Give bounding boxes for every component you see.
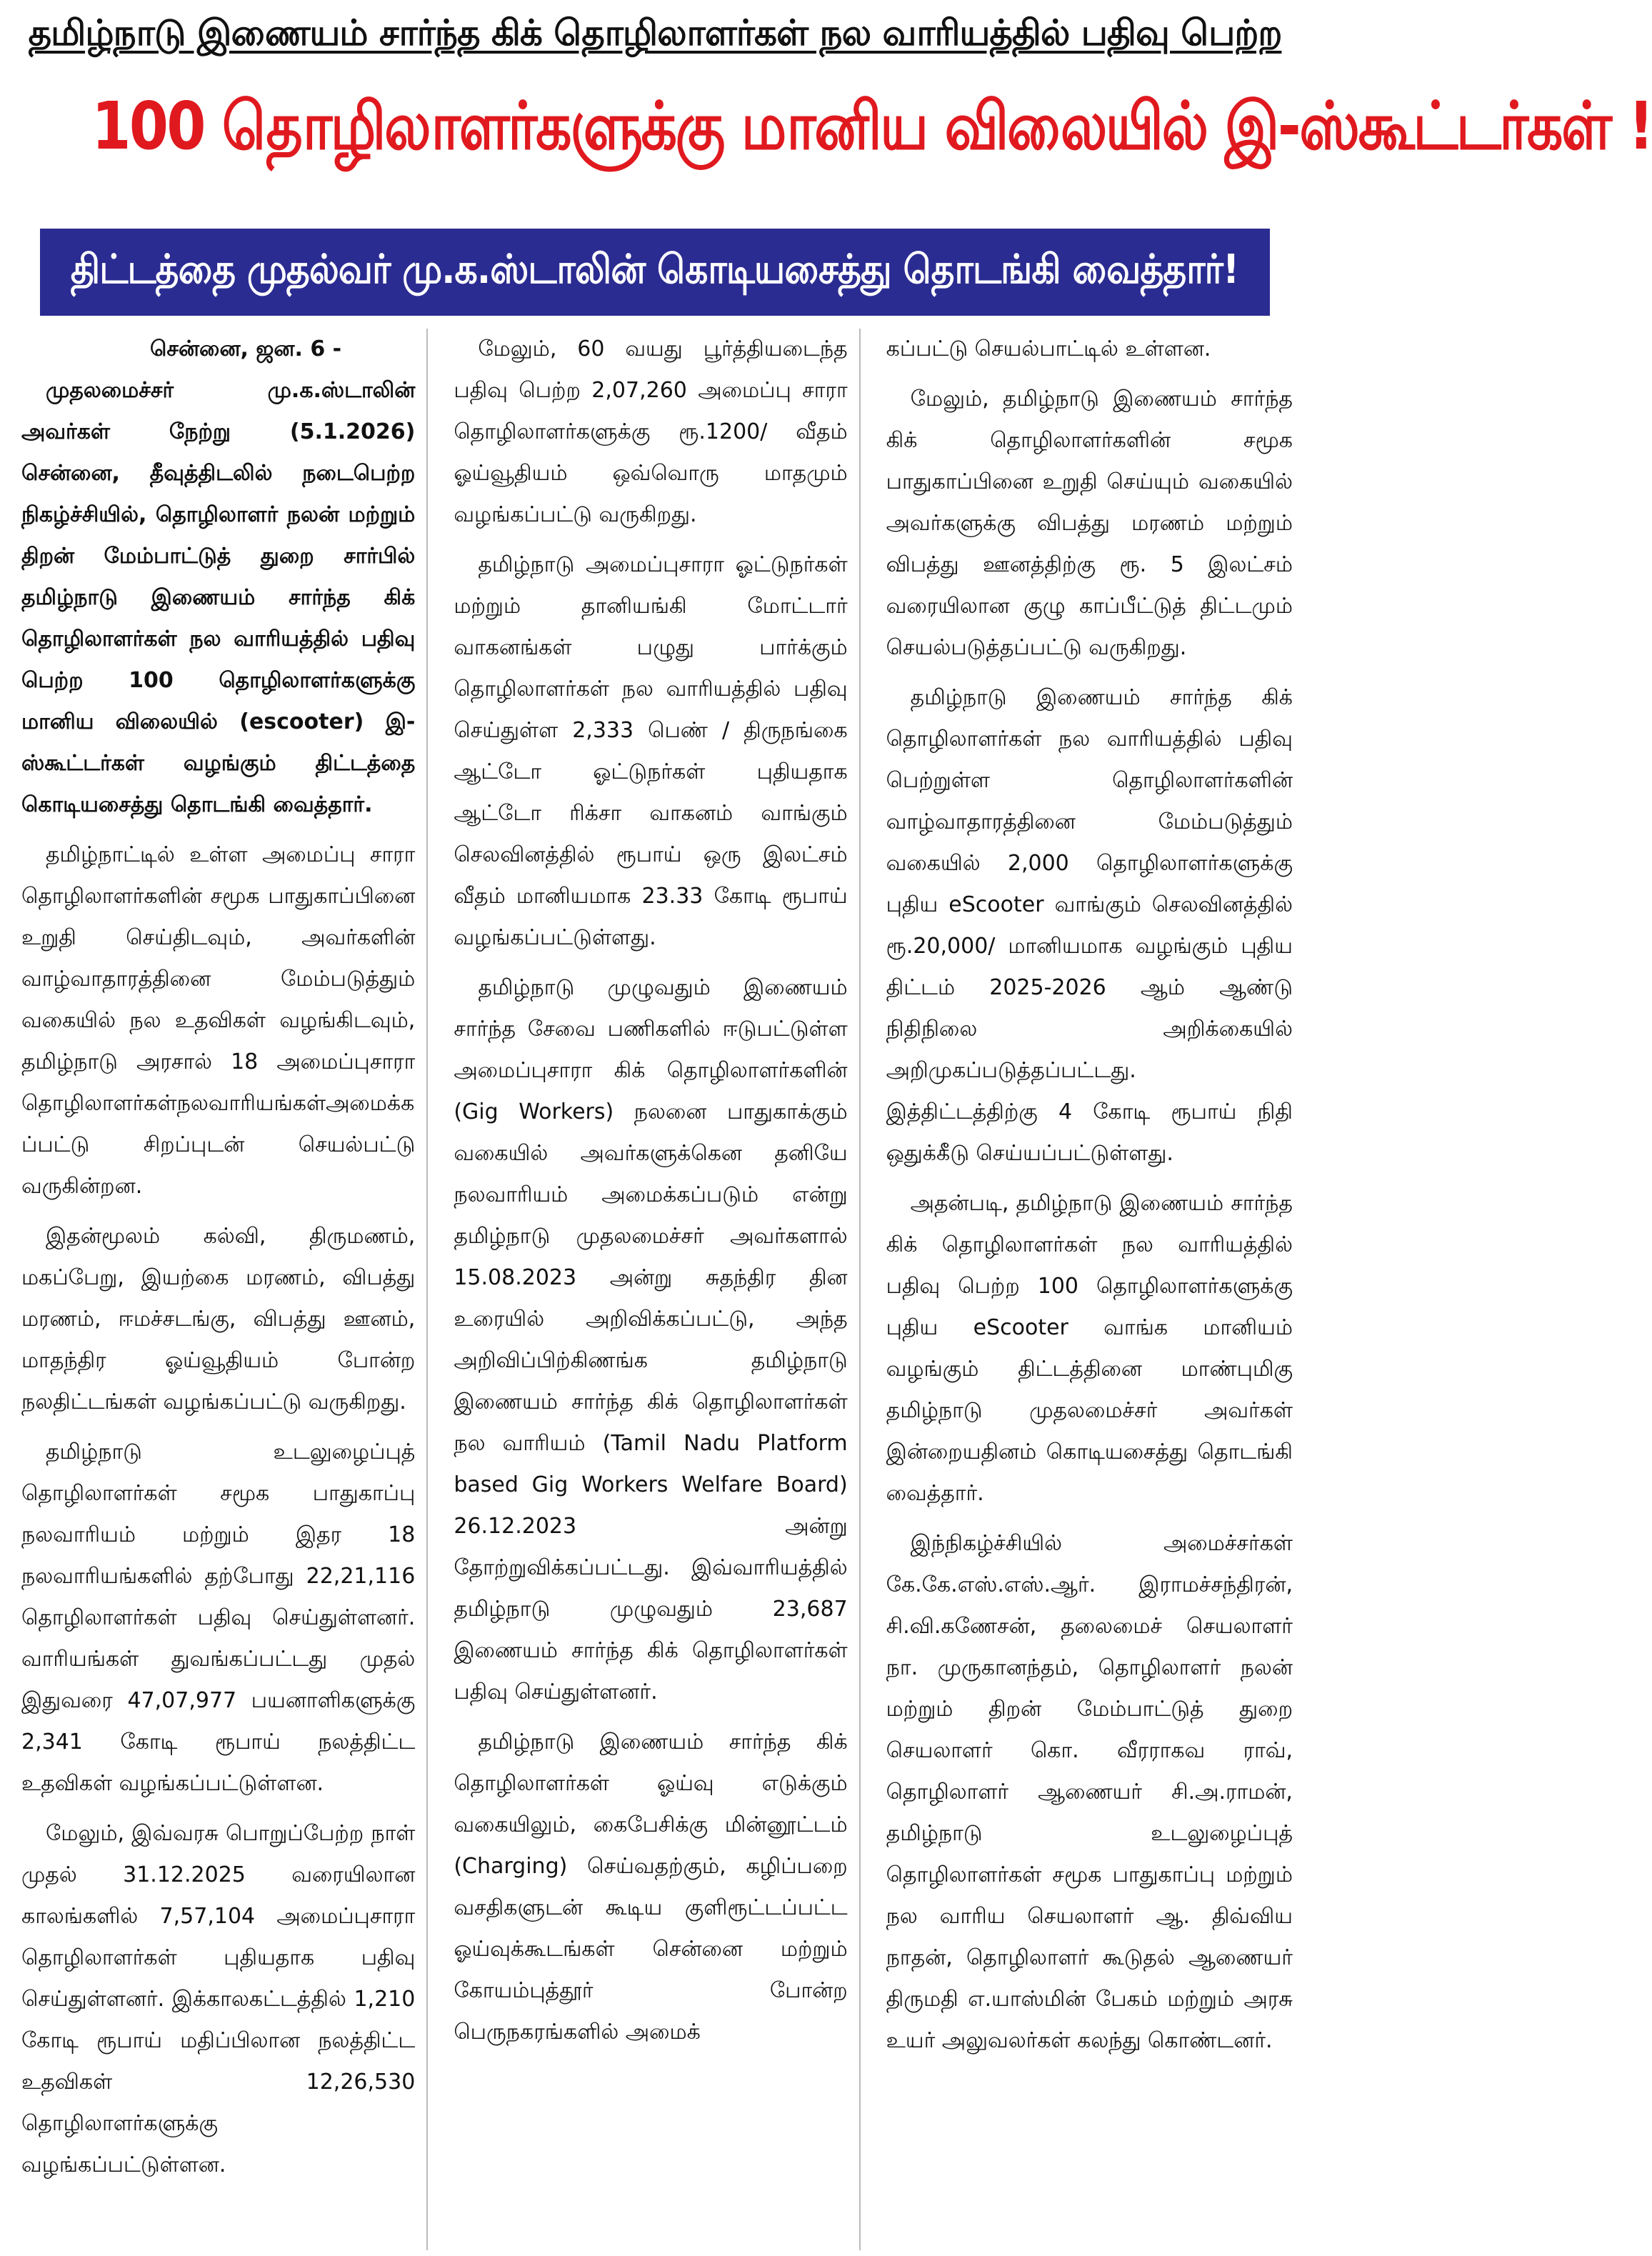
article-column-3 bbox=[886, 329, 1293, 2250]
subheadline-banner bbox=[40, 229, 1270, 316]
paragraph: தமிழ்நாடு அமைப்புசாரா ஓட்டுநர்கள் மற்றும் தானியங்கி மோட்டார் வாகனங்கள் பழுது பார்க்கும் தொழிலாளர்கள் நல வாரியத்தில் பதிவு செய்துள்ள 2,333 பெண் / திருநங்கை ஆட்டோ ஓட்டுநர்கள் புதியதாக ஆட்டோ ரிக்சா வாகனம் வாங்கும் செலவினத்தில் ரூபாய் ஒரு இலட்சம் வீதம் மானியமாக 23.33 கோடி ரூபாய் வழங்கப்பட்டுள்ளது. bbox=[454, 552, 848, 950]
paragraph: அதன்படி, தமிழ்நாடு இணையம் சார்ந்த கிக் தொழிலாளர்கள் நல வாரியத்தில் பதிவு பெற்ற 100 தொழிலாளர்களுக்கு புதிய eScooter வாங்க மானியம் வழங்கும் திட்டத்தினை மாண்புமிகு தமிழ்நாடு முதலமைச்சர் அவர்கள் இன்றையதினம் கொடியசைத்து தொடங்கி வைத்தார். bbox=[886, 1191, 1293, 1506]
paragraph: கப்பட்டு செயல்பாட்டில் உள்ளன. bbox=[886, 336, 1211, 361]
paragraph: மேலும், இவ்வரசு பொறுப்பேற்ற நாள் முதல் 31.12.2025 வரையிலான காலங்களில் 7,57,104 அமைப்புசாரா தொழிலாளர்கள் புதியதாக பதிவு செய்துள்ளனர். இக்காலகட்டத்தில் 1,210 கோடி ரூபாய் மதிப்பிலான நலத்திட்ட உதவிகள் 12,26,530 தொழிலாளர்களுக்கு வழங்கப்பட்டுள்ளன. bbox=[21, 1821, 416, 2177]
paragraph: தமிழ்நாடு உடலுழைப்புத் தொழிலாளர்கள் சமூக பாதுகாப்பு நலவாரியம் மற்றும் இதர 18 நலவாரியங்களில் தற்போது 22,21,116 தொழிலாளர்கள் பதிவு செய்துள்ளனர். வாரியங்கள் துவங்கப்பட்டது முதல் இதுவரை 47,07,977 பயனாளிகளுக்கு 2,341 கோடி ரூபாய் நலத்திட்ட உதவிகள் வழங்கப்பட்டுள்ளன. bbox=[21, 1439, 416, 1796]
article-column-1 bbox=[21, 329, 428, 2250]
article-body bbox=[21, 329, 1293, 2250]
paragraph: இதன்மூலம் கல்வி, திருமணம், மகப்பேறு, இயற்கை மரணம், விபத்து மரணம், ஈமச்சடங்கு, விபத்து ஊனம், மாதந்திர ஓய்வூதியம் போன்ற நலதிட்டங்கள் வழங்கப்பட்டு வருகிறது. bbox=[21, 1224, 416, 1414]
paragraph: இந்நிகழ்ச்சியில் அமைச்சர்கள் கே.கே.எஸ்.எஸ்.ஆர். இராமச்சந்திரன், சி.வி.கணேசன், தலைமைச் செயலாளர் நா. முருகானந்தம், தொழிலாளர் நலன் மற்றும் திறன் மேம்பாட்டுத் துறை செயலாளர் கொ. வீரராகவ ராவ், தொழிலாளர் ஆணையர் சி.அ.ராமன், தமிழ்நாடு உடலுழைப்புத் தொழிலாளர்கள் சமூக பாதுகாப்பு மற்றும் நல வாரிய செயலாளர் ஆ. திவ்விய நாதன், தொழிலாளர் கூடுதல் ஆணையர் திருமதி எ.யாஸ்மின் பேகம் மற்றும் அரசு உயர் அலுவலர்கள் கலந்து கொண்டனர். bbox=[886, 1531, 1293, 2053]
paragraph: தமிழ்நாடு இணையம் சார்ந்த கிக் தொழிலாளர்கள் ஓய்வு எடுக்கும் வகையிலும், கைபேசிக்கு மின்னூட்டம் (Charging) செய்வதற்கும், கழிப்பறை வசதிகளுடன் கூடிய குளிரூட்டப்பட்ட ஓய்வுக்கூடங்கள் சென்னை மற்றும் கோயம்புத்தூர் போன்ற பெருநகரங்களில் அமைக் bbox=[454, 1730, 848, 2045]
subheadline-text: திட்டத்தை முதல்வர் மு.க.ஸ்டாலின் கொடியசைத்து தொடங்கி வைத்தார்! bbox=[71, 246, 1239, 293]
paragraph: தமிழ்நாடு இணையம் சார்ந்த கிக் தொழிலாளர்கள் நல வாரியத்தில் பதிவு பெற்றுள்ள தொழிலாளர்களின் வாழ்வாதாரத்தினை மேம்படுத்தும் வகையில் 2,000 தொழிலாளர்களுக்கு புதிய eScooter வாங்கும் செலவினத்தில் ரூ.20,000/ மானியமாக வழங்கும் புதிய திட்டம் 2025-2026 ஆம் ஆண்டு நிதிநிலை அறிக்கையில் அறிமுகப்படுத்தப்பட்டது. இத்திட்டத்திற்கு 4 கோடி ரூபாய் நிதி ஒதுக்கீடு செய்யப்பட்டுள்ளது. bbox=[886, 685, 1293, 1166]
paragraph: தமிழ்நாட்டில் உள்ள அமைப்பு சாரா தொழிலாளர்களின் சமூக பாதுகாப்பினை உறுதி செய்திடவும், அவர்களின் வாழ்வாதாரத்தினை மேம்படுத்தும் வகையில் நல உதவிகள் வழங்கிடவும், தமிழ்நாடு அரசால் 18 அமைப்புசாரா தொழிலாளர்கள்நலவாரியங்கள்அமைக்கப்பட்டு சிறப்புடன் செயல்பட்டு வருகின்றன. bbox=[21, 842, 416, 1199]
lead-paragraph: முதலமைச்சர் மு.க.ஸ்டாலின் அவர்கள் நேற்று (5.1.2026) சென்னை, தீவுத்திடலில் நடைபெற்ற நிகழ்ச்சியில், தொழிலாளர் நலன் மற்றும் திறன் மேம்பாட்டுத் துறை சார்பில் தமிழ்நாடு இணையம் சார்ந்த கிக் தொழிலாளர்கள் நல வாரியத்தில் பதிவு பெற்ற 100 தொழிலாளர்களுக்கு மானிய விலையில் (escooter) இ-ஸ்கூட்டர்கள் வழங்கும் திட்டத்தை கொடியசைத்து தொடங்கி வைத்தார். bbox=[21, 378, 416, 817]
article-column-2 bbox=[454, 329, 860, 2250]
paragraph: மேலும், 60 வயது பூர்த்தியடைந்த பதிவு பெற்ற 2,07,260 அமைப்பு சாரா தொழிலாளர்களுக்கு ரூ.1200/ வீதம் ஓய்வூதியம் ஒவ்வொரு மாதமும் வழங்கப்பட்டு வருகிறது. bbox=[454, 336, 848, 527]
paragraph: மேலும், தமிழ்நாடு இணையம் சார்ந்த கிக் தொழிலாளர்களின் சமூக பாதுகாப்பினை உறுதி செய்யும் வகையில் அவர்களுக்கு விபத்து மரணம் மற்றும் விபத்து ஊனத்திற்கு ரூ. 5 இலட்சம் வரையிலான குழு காப்பீட்டுத் திட்டமும் செயல்படுத்தப்பட்டு வருகிறது. bbox=[886, 386, 1293, 660]
headline: 100 தொழிலாளர்களுக்கு மானிய விலையில் இ-ஸ்கூட்டர்கள் ! bbox=[91, 88, 1652, 164]
kicker-line: தமிழ்நாடு இணையம் சார்ந்த கிக் தொழிலாளர்கள் நல வாரியத்தில் பதிவு பெற்ற bbox=[28, 12, 1282, 54]
paragraph: தமிழ்நாடு முழுவதும் இணையம் சார்ந்த சேவை பணிகளில் ஈடுபட்டுள்ள அமைப்புசாரா கிக் தொழிலாளர்களின் (Gig Workers) நலனை பாதுகாக்கும் வகையில் அவர்களுக்கென தனியே நலவாரியம் அமைக்கப்படும் என்று தமிழ்நாடு முதலமைச்சர் அவர்களால் 15.08.2023 அன்று சுதந்திர தின உரையில் அறிவிக்கப்பட்டு, அந்த அறிவிப்பிற்கிணங்க தமிழ்நாடு இணையம் சார்ந்த கிக் தொழிலாளர்கள் நல வாரியம் (Tamil Nadu Platform based Gig Workers Welfare Board) 26.12.2023 அன்று தோற்றுவிக்கப்பட்டது. இவ்வாரியத்தில் தமிழ்நாடு முழுவதும் 23,687 இணையம் சார்ந்த கிக் தொழிலாளர்கள் பதிவு செய்துள்ளனர். bbox=[454, 975, 848, 1705]
dateline: சென்னை, ஜன. 6 - bbox=[150, 336, 342, 361]
